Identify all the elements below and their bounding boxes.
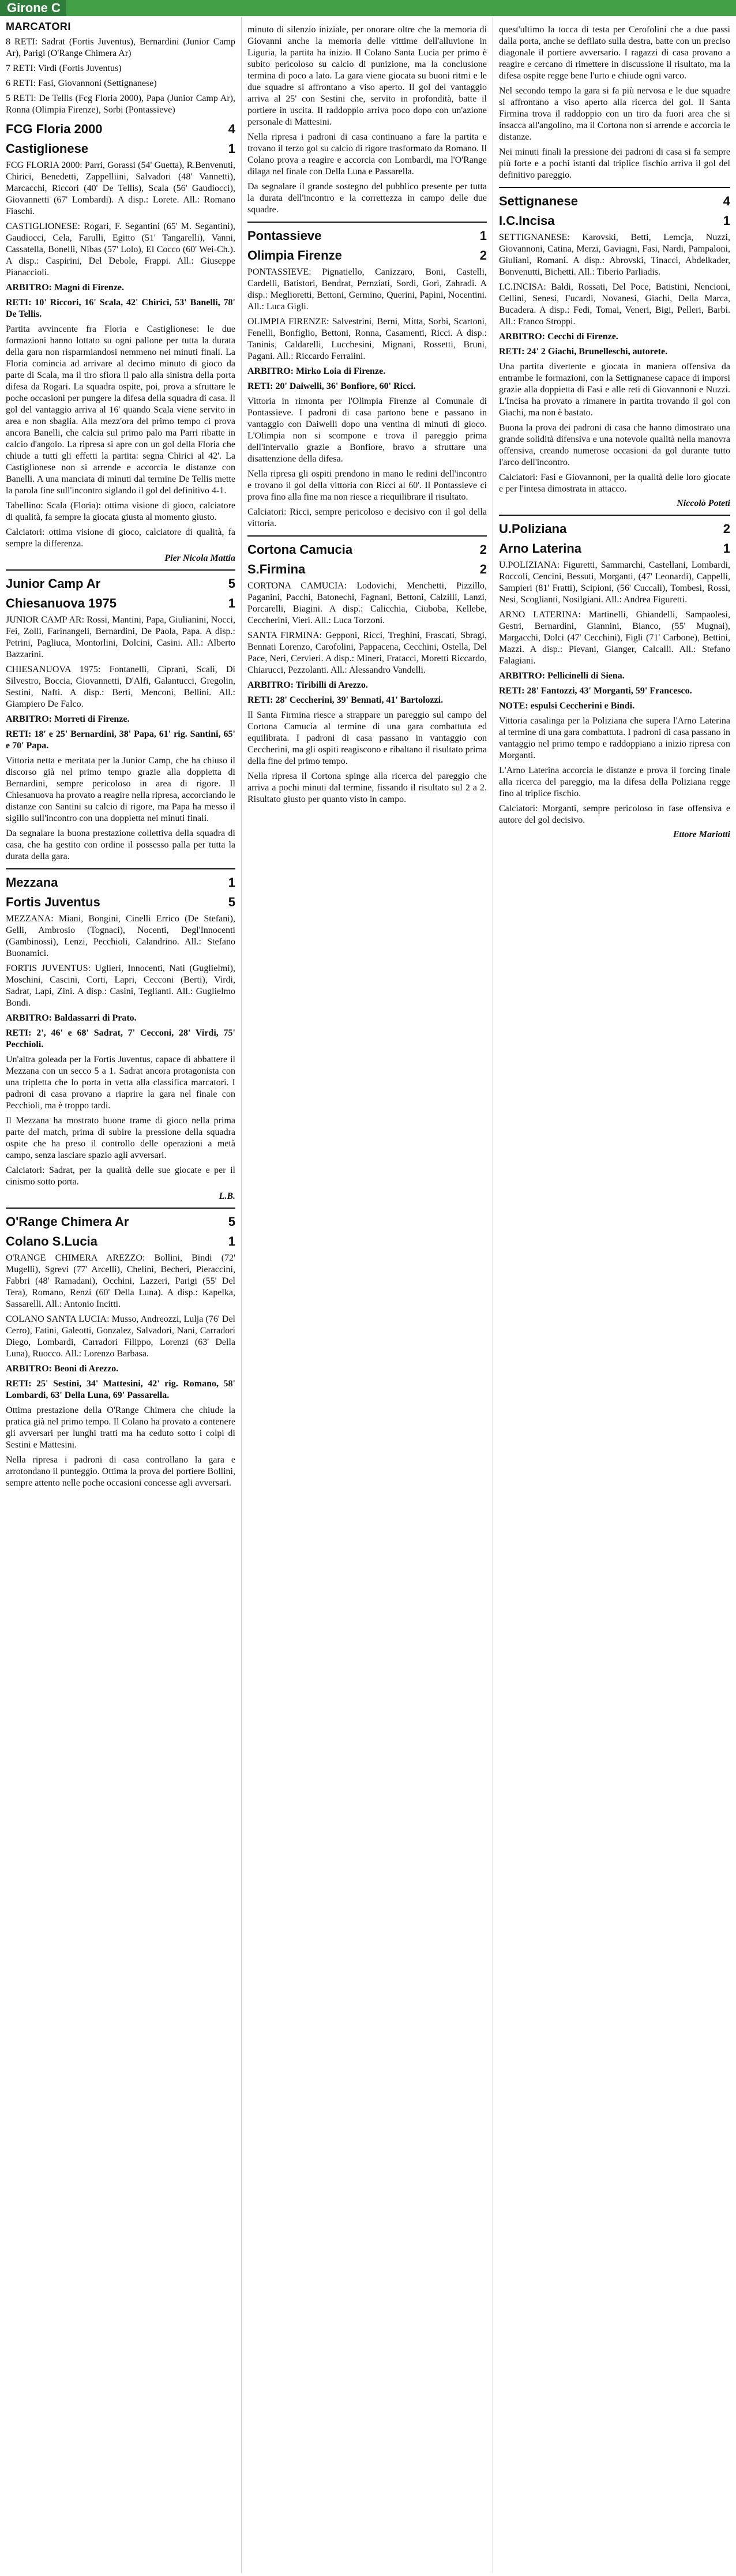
match-text: Un'altra goleada per la Fortis Juventus, capace di abbattere il Mezzana con un secco 5 a 1. Sadrat ancora protagonista con una tripletta che lo porta in vetta alla classifica marcatori. I padroni di casa provano a riaprire la gara nel finale con Pecchioli, ma è troppo tardi. bbox=[6, 1055, 235, 1111]
match-goals: RETI: 18' e 25' Bernardini, 38' Papa, 61' rig. Santini, 65' e 70' Papa. bbox=[6, 729, 235, 751]
match-text: Nella ripresa il Cortona spinge alla ricerca del pareggio che arriva a pochi minuti dal termine, fissando il risultato sul 2 a 2. Risultato giusto per quanto visto in campo. bbox=[247, 771, 487, 804]
marcatori-title: MARCATORI bbox=[6, 21, 71, 32]
article-text: Nella ripresa i padroni di casa continuano a fare la partita e trovano il terzo gol su calcio di rigore trasformato da Romano. Il Colano prova a reagire e accorcia con Lombardi, ma l'O'Range dilaga nel finale con Della Luna e Passarella. bbox=[247, 132, 487, 177]
match-text: Calciatori: Fasi e Giovannoni, per la qualità delle loro giocate e per l'intesa dimostrata in attacco. bbox=[499, 473, 730, 494]
match-text: O'RANGE CHIMERA AREZZO: Bollini, Bindi (72' Mugelli), Sgrevi (77' Arcelli), Chelini, Becheri, Pieraccini, Fabbri (48' Ramadani), Occhini, Lazzeri, Parigi (55' Del Tera), Romano, Renzi (60' Della Luna). A disp.: Kapelka, Sassarelli. All.: Antonio Incitti. bbox=[6, 1253, 235, 1309]
section-banner bbox=[0, 0, 736, 16]
home-team: FCG Floria 2000 bbox=[6, 122, 103, 136]
away-score: 1 bbox=[228, 596, 235, 610]
article-text: Nei minuti finali la pressione dei padroni di casa si fa sempre più forte e a pochi istanti dal triplice fischio arriva il gol del definitivo pareggio. bbox=[499, 147, 730, 180]
away-team: Castiglionese bbox=[6, 141, 89, 156]
marcatori-box bbox=[6, 21, 235, 116]
away-score: 1 bbox=[723, 541, 730, 556]
match-text: Nella ripresa gli ospiti prendono in mano le redini dell'incontro e trovano il gol della vittoria con Ricci al 60'. Il Pontassieve ci prova fino alla fine ma non riesce a riequilibrare il risultato. bbox=[247, 469, 487, 502]
match-text: I.C.INCISA: Baldi, Rossati, Del Poce, Batistini, Nencioni, Cellini, Senesi, Fucardi, Novanesi, Giachi, Della Marca, Bucadera. A disp.: Fedi, Tomai, Veneri, Bigi, Pelleri, Barbi. All.: Franco Stroppi. bbox=[499, 282, 730, 327]
match-text: L'Arno Laterina accorcia le distanze e prova il forcing finale alla ricerca del pareggio, ma la difesa della Poliziana regge fino al triplice fischio. bbox=[499, 766, 730, 798]
home-score: 1 bbox=[479, 228, 487, 243]
match-goals: RETI: 28' Ceccherini, 39' Bennati, 41' Bartolozzi. bbox=[247, 695, 444, 705]
match-notes: NOTE: espulsi Ceccherini e Bindi. bbox=[499, 701, 635, 711]
away-team: I.C.Incisa bbox=[499, 213, 555, 228]
home-score: 4 bbox=[228, 122, 235, 136]
home-team: O'Range Chimera Ar bbox=[6, 1214, 129, 1229]
match-text: ARNO LATERINA: Martinelli, Ghiandelli, Sampaolesi, Gestri, Bernardini, Giannini, Bianco, (55' Mugnai), Margacchi, Dolci (47' Cecchini), Figli (71' Carbone), Bettini, Mazzi. A disp.: Pievani, Gianger, Calcalli. All.: Stefano Falagiani. bbox=[499, 610, 730, 666]
match-referee: ARBITRO: Cecchi di Firenze. bbox=[499, 332, 618, 342]
signature: Niccolò Poteti bbox=[677, 498, 730, 508]
match-text: Ottima prestazione della O'Range Chimera che chiude la pratica già nel primo tempo. Il Colano ha provato a contenere gli avversari per lunghi tratti ma ha ceduto sotto i colpi di Sestini e Mattesini. bbox=[6, 1405, 235, 1450]
match-text: CORTONA CAMUCIA: Lodovichi, Menchetti, Pizzillo, Paganini, Pacchi, Batonechi, Fagnani, Bettoni, Calzilli, Lanzi, Porcarelli, Biagini. A disp.: Calicchia, Ciuboba, Kellebe, Ceccherini, Vieri. All.: Luca Torzoni. bbox=[247, 581, 487, 625]
match-8 bbox=[499, 522, 730, 840]
home-team: Pontassieve bbox=[247, 228, 322, 243]
match-text: FORTIS JUVENTUS: Uglieri, Innocenti, Nati (Guglielmi), Moschini, Cascini, Corti, Lapri, Cecconi (Berti), Virdi, Sadrat, Lapi, Zini. A disp.: Casini, Teglianti. All.: Guglielmo Bondi. bbox=[6, 963, 235, 1008]
match-referee: ARBITRO: Mirko Loia di Firenze. bbox=[247, 366, 386, 376]
match-referee: ARBITRO: Magni di Firenze. bbox=[6, 283, 125, 293]
home-score: 5 bbox=[228, 1214, 235, 1229]
away-score: 1 bbox=[228, 1234, 235, 1248]
signature: Ettore Mariotti bbox=[673, 830, 730, 839]
match-text: Vittoria casalinga per la Poliziana che supera l'Arno Laterina al termine di una gara combattuta. I padroni di casa passano in vantaggio nel primo tempo e raddoppiano a inizio ripresa con Morganti. bbox=[499, 716, 730, 760]
away-score: 2 bbox=[479, 562, 487, 576]
match-referee: ARBITRO: Pellicinelli di Siena. bbox=[499, 671, 625, 681]
column-2-intro bbox=[247, 24, 487, 216]
home-score: 2 bbox=[479, 542, 487, 557]
match-7 bbox=[499, 194, 730, 509]
match-text: Partita avvincente fra Floria e Castiglionese: le due formazioni hanno lottato su ogni pallone per tutta la durata della gara non risparmiandosi nemmeno nei minuti finali. La Floria comincia ad arrivare al decimo minuto di gioco da parte di Scala, ma il tiro sfiora il palo alla sinistra della porta difesa da Rogari. La squadra ospite, poi, prova a sfruttare le poche occasioni per pungere la difesa della squadra di casa. Il gol del vantaggio arriva al 16' quando Scala viene servito in area e non sbaglia. Alla mezz'ora del primo tempo ci prova ancora Banelli, che calcia sul primo palo ma Parri ribatte in calcio d'angolo. La ripresa si apre con un gol della Floria che chiude a tutti gli effetti la partita: segna Chirici al 42'. La Castiglionese non si arrende e accorcia le distanze con Banelli. A una manciata di minuti dal termine De Tellis mette la parola fine sull'incontro siglando il gol del definitivo 4-1. bbox=[6, 324, 235, 496]
match-text: Il Mezzana ha mostrato buone trame di gioco nella prima parte del match, prima di subire la pressione della squadra ospite che ha preso il controllo delle operazioni a metà campo, senza lasciare spazio agli avversari. bbox=[6, 1116, 235, 1160]
match-text: Una partita divertente e giocata in maniera offensiva da entrambe le formazioni, con la Settignanese capace di imporsi grazie alla doppietta di Fasi e alle reti di Giovannoni e Nuzzi. L'Incisa ha provato a rimanere in partita trovando il gol con Giachi, ma non è bastato. bbox=[499, 362, 730, 418]
match-goals: RETI: 24' 2 Giachi, Brunelleschi, autorete. bbox=[499, 347, 668, 357]
match-text: Nella ripresa i padroni di casa controllano la gara e arrotondano il punteggio. Ottima la prova del portiere Bollini, sempre attento nelle poche occasioni concesse agli avversari. bbox=[6, 1455, 235, 1488]
match-text: Vittoria in rimonta per l'Olimpia Firenze al Comunale di Pontassieve. I padroni di casa partono bene e passano in vantaggio con Daiwelli dopo una ventina di minuti di gioco. L'Olimpia non si scompone e trova il pareggio prima dell'intervallo grazie a Bonfiore, bravo a sfruttare una disattenzione della difesa. bbox=[247, 396, 487, 464]
column-3 bbox=[493, 17, 736, 2573]
match-text: FCG FLORIA 2000: Parri, Gorassi (54' Guetta), R.Benvenuti, Chirici, Benedetti, Zappelliini, Salvadori (48' Vannetti), Marcacchi, Riccori (40' De Tellis), Scala (56' Gaudiocci), Giovannetti (67' Lombardi). A disp.: Lorete. All.: Romano Fiaschi. bbox=[6, 160, 235, 216]
away-team: S.Firmina bbox=[247, 562, 306, 576]
article-text: quest'ultimo la tocca di testa per Cerofolini che a due passi dalla porta, anche se defilato sulla destra, batte con un preciso diagonale il portiere avversario. I ragazzi di casa provano a reagire e cercano di rimettere in discussione il risultato, ma la difesa ospite regge bene l'urto e chiude ogni varco. bbox=[499, 25, 730, 81]
column-1 bbox=[0, 17, 241, 2573]
match-text: Da segnalare la buona prestazione collettiva della squadra di casa, che ha gestito con ordine il possesso palla per tutta la durata della gara. bbox=[6, 828, 235, 861]
match-text: CHIESANUOVA 1975: Fontanelli, Ciprani, Scali, Di Silvestro, Boccia, Giovannetti, D'Alfi, Galantucci, Gregolin, Sestini, Nafti. A disp.: Berti, Menconi, Bellini. All.: Giampiero De Falco. bbox=[6, 665, 235, 709]
section-title: Girone C bbox=[7, 1, 61, 15]
match-text: Buona la prova dei padroni di casa che hanno dimostrato una grande solidità difensiva e una notevole qualità nella manovra offensiva, creando numerose occasioni da gol durante tutto l'arco dell'incontro. bbox=[499, 423, 730, 467]
match-text: CASTIGLIONESE: Rogari, F. Segantini (65' M. Segantini), Gaudiocci, Cela, Farulli, Egitto (51' Tangarelli), Vanni, Cassatella, Bonelli, Nibas (57' Lolo), El Cocco (60' Wei-Ch.). A disp.: Caspirini, Del Debole, Frappi. All.: Giuseppe Pianaccioli. bbox=[6, 222, 235, 278]
signature: L.B. bbox=[219, 1191, 235, 1201]
column-2 bbox=[241, 17, 493, 2573]
away-team: Colano S.Lucia bbox=[6, 1234, 97, 1248]
divider bbox=[247, 222, 487, 223]
article-text: Nel secondo tempo la gara si fa più nervosa e le due squadre si affrontano a viso aperto alla ricerca del gol. Il Santa Firmina trova il raddoppio con un tiro da fuori area che si insacca all'angolino, ma il Cortona non si arrende e accorcia le distanze. bbox=[499, 86, 730, 142]
away-team: Chiesanuova 1975 bbox=[6, 596, 117, 610]
divider bbox=[499, 515, 730, 516]
match-text: Calciatori: Sadrat, per la qualità delle sue giocate e per il cinismo sotto porta. bbox=[6, 1165, 235, 1187]
match-text: Calciatori: ottima visione di gioco, calciatore di qualità, fa sempre la differenza. bbox=[6, 527, 235, 549]
away-team: Arno Laterina bbox=[499, 541, 582, 556]
away-score: 2 bbox=[479, 248, 487, 263]
match-text: PONTASSIEVE: Pignatiello, Canizzaro, Boni, Castelli, Cardelli, Batistori, Bendrat, Pernziati, Sordi, Gori, Zahradi. A disp.: Meglioretti, Bettoni, Germino, Querini, Papini, Nocentini. All.: Luca Gigli. bbox=[247, 267, 487, 312]
away-team: Olimpia Firenze bbox=[247, 248, 342, 263]
home-score: 2 bbox=[723, 522, 730, 536]
match-text: Il Santa Firmina riesce a strappare un pareggio sul campo del Cortona Camucia al termine di una gara combattuta ed equilibrata. I padroni di casa passano in vantaggio con Ceccherini, ma gli ospiti reagiscono e ribaltano il risultato prima della fine del primo tempo. bbox=[247, 710, 487, 766]
match-text: SETTIGNANESE: Karovski, Betti, Lemcja, Nuzzi, Giovannoni, Catina, Merzi, Gaviagni, Fasi, Nardi, Pampaloni, Giuliani, Romani. A disp.: Abrovski, Tinacci, Abdelkader, Bonvenutti, Bichetti. All.: Tiberio Parliadis. bbox=[499, 233, 730, 277]
match-text: Calciatori: Ricci, sempre pericoloso e decisivo con il gol della vittoria. bbox=[247, 507, 487, 528]
home-team: Settignanese bbox=[499, 194, 578, 208]
column-3-intro bbox=[499, 24, 730, 181]
match-text: Calciatori: Morganti, sempre pericoloso in fase offensiva e autore del gol decisivo. bbox=[499, 804, 730, 825]
match-referee: ARBITRO: Morreti di Firenze. bbox=[6, 714, 130, 724]
home-team: Junior Camp Ar bbox=[6, 576, 101, 591]
match-6 bbox=[247, 542, 487, 805]
article-text: Da segnalare il grande sostegno del pubblico presente per tutta la durata dell'incontro e la correttezza in campo delle due squadre. bbox=[247, 182, 487, 215]
match-text: COLANO SANTA LUCIA: Musso, Andreozzi, Lulja (76' Del Cerro), Fatini, Galeotti, Gonzalez, Salvadori, Nani, Carradori Diego, Lombardi, Carradori Filippo, Lorenzi (63' Della Luna), Ruocco. All.: Lorenzo Barbasa. bbox=[6, 1314, 235, 1359]
divider bbox=[6, 868, 235, 869]
columns bbox=[0, 17, 736, 2573]
match-5 bbox=[247, 228, 487, 530]
marcatori-line: 7 RETI: Virdi (Fortis Juventus) bbox=[6, 63, 122, 73]
signature: Pier Nicola Mattia bbox=[164, 553, 235, 563]
marcatori-line: 8 RETI: Sadrat (Fortis Juventus), Bernardini (Junior Camp Ar), Parigi (O'Range Chimera Ar) bbox=[6, 37, 235, 58]
away-score: 1 bbox=[723, 213, 730, 228]
marcatori-line: 5 RETI: De Tellis (Fcg Floria 2000), Papa (Junior Camp Ar), Ronna (Olimpia Firenze), Sorbi (Pontassieve) bbox=[6, 93, 235, 115]
away-score: 5 bbox=[228, 895, 235, 909]
marcatori-line: 6 RETI: Fasi, Giovannoni (Settignanese) bbox=[6, 78, 157, 88]
divider bbox=[499, 187, 730, 188]
home-team: U.Poliziana bbox=[499, 522, 567, 536]
home-team: Mezzana bbox=[6, 875, 58, 890]
match-text: U.POLIZIANA: Figuretti, Sammarchi, Castellani, Lombardi, Roccoli, Cencini, Bessuti, Morganti, (47' Leonardi), Cappelli, Sampieri (81' Fratti), Scipioni, (56' Cuccali), Tombesi, Rossi, Nesi, Scoglianti, Nosilgiani. All.: Andrea Figuretti. bbox=[499, 560, 730, 605]
match-text: Vittoria netta e meritata per la Junior Camp, che ha chiuso il discorso già nel primo tempo grazie alla doppietta di Bernardini, sempre pericoloso in area di rigore. Il Chiesanuova ha provato a reagire nella ripresa, accorciando le distanze con Santini su calcio di rigore, ma Papa ha messo il sigillo sull'incontro con una doppietta nei minuti finali. bbox=[6, 756, 235, 823]
match-goals: RETI: 25' Sestini, 34' Mattesini, 42' rig. Romano, 58' Lombardi, 63' Della Luna, 69' Passarella. bbox=[6, 1379, 235, 1400]
match-referee: ARBITRO: Baldassarri di Prato. bbox=[6, 1013, 137, 1023]
match-text: MEZZANA: Miani, Bongini, Cinelli Errico (De Stefani), Gelli, Ambrosio (Tognaci), Nocenti, Degl'Innocenti (Gambinossi), Lenzi, Pecchioli, Calandrino. All.: Stefano Buonamici. bbox=[6, 914, 235, 958]
divider bbox=[6, 569, 235, 571]
match-1 bbox=[6, 122, 235, 564]
match-referee: ARBITRO: Tiribilli di Arezzo. bbox=[247, 680, 368, 690]
away-team: Fortis Juventus bbox=[6, 895, 100, 909]
match-goals: RETI: 20' Daiwelli, 36' Bonfiore, 60' Ricci. bbox=[247, 381, 416, 391]
match-referee: ARBITRO: Beoni di Arezzo. bbox=[6, 1364, 119, 1374]
home-score: 4 bbox=[723, 194, 730, 208]
match-2 bbox=[6, 576, 235, 863]
match-text: JUNIOR CAMP AR: Rossi, Mantini, Papa, Giulianini, Nocci, Fei, Zolli, Farinangeli, Bernardini, De Paola, Papa. A disp.: Petrini, Pagliuca, Montorlini, Dolcini, Casini. All.: Alberto Bazzarini. bbox=[6, 615, 235, 659]
match-4 bbox=[6, 1214, 235, 1489]
match-3 bbox=[6, 875, 235, 1202]
match-text: OLIMPIA FIRENZE: Salvestrini, Berni, Mitta, Sorbi, Scartoni, Fenelli, Bonfiglio, Bettoni, Ronna, Casamenti, Ricci. A disp.: Taninis, Caldarelli, Lucchesini, Mignani, Rossetti, Bruni, Pagani. All.: Riccardo Ferraiini. bbox=[247, 317, 487, 361]
match-text: SANTA FIRMINA: Gepponi, Ricci, Treghini, Frascati, Sbragi, Bennati Lorenzo, Carofolini, Pappacena, Cecchini, Ostella, Del Pace, Neri, Cervieri. A disp.: Mineri, Fratacci, Moretti Riccardo, Chiarucci, Pezzolanti. All.: Alessandro Vandelli. bbox=[247, 631, 487, 675]
match-goals: RETI: 10' Riccori, 16' Scala, 42' Chirici, 53' Banelli, 78' De Tellis. bbox=[6, 298, 235, 319]
divider bbox=[6, 1208, 235, 1209]
match-text: Tabellino: Scala (Floria): ottima visione di gioco, calciatore di qualità, fa sempre la giocata giusta al momento giusto. bbox=[6, 501, 235, 522]
divider bbox=[247, 535, 487, 537]
banner-band bbox=[66, 0, 736, 16]
home-team: Cortona Camucia bbox=[247, 542, 353, 557]
article-text: minuto di silenzio iniziale, per onorare oltre che la memoria di Giovanni anche la memoria delle vittime dell'alluvione in Liguria, la partita ha inizio. Il Colano Santa Lucia per primo è subito pericoloso su calcio di punizione, ma la conclusione termina di poco a lato. La gara viene giocata su buoni ritmi e le due squadre si affrontano a viso aperto. Il gol del vantaggio arriva al 25' con Sestini che, servito in profondità, batte il portiere in uscita. Il raddoppio arriva poco dopo con un'azione personale di Mattesini. bbox=[247, 25, 487, 127]
home-score: 1 bbox=[228, 875, 235, 890]
away-score: 1 bbox=[228, 141, 235, 156]
home-score: 5 bbox=[228, 576, 235, 591]
match-goals: RETI: 28' Fantozzi, 43' Morganti, 59' Francesco. bbox=[499, 686, 692, 696]
match-goals: RETI: 2', 46' e 68' Sadrat, 7' Cecconi, 28' Virdi, 75' Pecchioli. bbox=[6, 1028, 235, 1049]
